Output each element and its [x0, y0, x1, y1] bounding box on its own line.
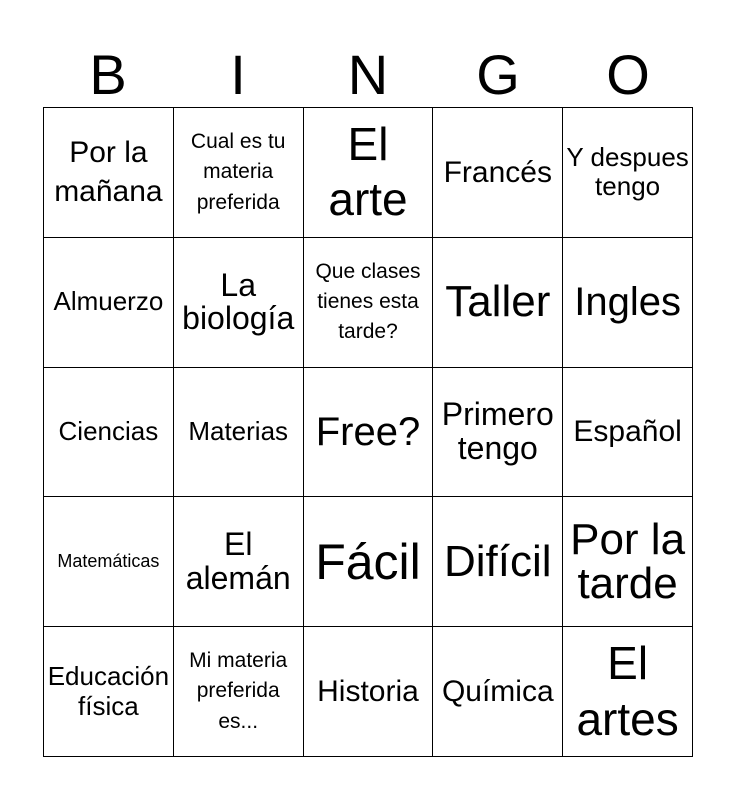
- bingo-cell[interactable]: [304, 368, 434, 498]
- cell-text: Free?: [315, 409, 421, 454]
- bingo-header: [43, 44, 693, 106]
- cell-text: Primero tengo: [441, 396, 554, 466]
- bingo-cell[interactable]: [174, 497, 304, 627]
- bingo-cell[interactable]: [44, 238, 174, 368]
- cell-text: Química: [441, 675, 554, 709]
- bingo-cell[interactable]: [433, 627, 563, 757]
- cell-text: El artes: [576, 637, 679, 745]
- bingo-cell[interactable]: [563, 368, 693, 498]
- cell-text: Y despues tengo: [566, 141, 689, 202]
- bingo-cell[interactable]: [44, 368, 174, 498]
- cell-text: Mi materia preferida es...: [189, 648, 288, 733]
- bingo-card: [43, 107, 693, 757]
- cell-text: Fácil: [315, 533, 421, 590]
- bingo-cell[interactable]: [174, 627, 304, 757]
- cell-text: Por la mañana: [54, 136, 163, 209]
- bingo-cell[interactable]: [44, 497, 174, 627]
- bingo-cell[interactable]: [304, 627, 434, 757]
- cell-text: Ingles: [574, 280, 681, 325]
- cell-text: Francés: [443, 155, 552, 189]
- bingo-cell[interactable]: [304, 108, 434, 238]
- cell-text: Ciencias: [58, 416, 159, 447]
- bingo-cell[interactable]: [433, 368, 563, 498]
- cell-text: La biología: [182, 266, 295, 337]
- cell-text: Almuerzo: [53, 286, 164, 317]
- bingo-cell[interactable]: [563, 627, 693, 757]
- bingo-cell[interactable]: [563, 238, 693, 368]
- cell-text: Taller: [445, 277, 551, 327]
- bingo-cell[interactable]: [304, 497, 434, 627]
- bingo-cell[interactable]: [433, 497, 563, 627]
- cell-text: Difícil: [444, 536, 552, 586]
- cell-text: Historia: [317, 675, 419, 709]
- bingo-cell[interactable]: [174, 238, 304, 368]
- bingo-cell[interactable]: [433, 238, 563, 368]
- cell-text: Que clases tienes esta tarde?: [315, 259, 421, 344]
- bingo-cell[interactable]: [174, 368, 304, 498]
- cell-text: El arte: [328, 118, 408, 226]
- bingo-cell[interactable]: [304, 238, 434, 368]
- cell-text: Cual es tu materia preferida: [190, 129, 286, 214]
- header-letter-i: I: [230, 43, 246, 106]
- bingo-cell[interactable]: [433, 108, 563, 238]
- cell-text: Matemáticas: [57, 551, 160, 572]
- cell-text: El alemán: [185, 526, 291, 596]
- cell-text: Por la tarde: [570, 514, 686, 608]
- header-letter-o: O: [606, 43, 650, 106]
- header-letter-g: G: [476, 43, 520, 106]
- header-letter-n: N: [347, 43, 389, 106]
- bingo-cell[interactable]: [563, 497, 693, 627]
- cell-text: Materias: [188, 416, 289, 447]
- bingo-cell[interactable]: [174, 108, 304, 238]
- cell-text: Educación física: [47, 660, 170, 721]
- bingo-cell[interactable]: [44, 108, 174, 238]
- cell-text: Español: [573, 415, 682, 449]
- bingo-cell[interactable]: [563, 108, 693, 238]
- header-letter-b: B: [89, 43, 127, 106]
- bingo-cell[interactable]: [44, 627, 174, 757]
